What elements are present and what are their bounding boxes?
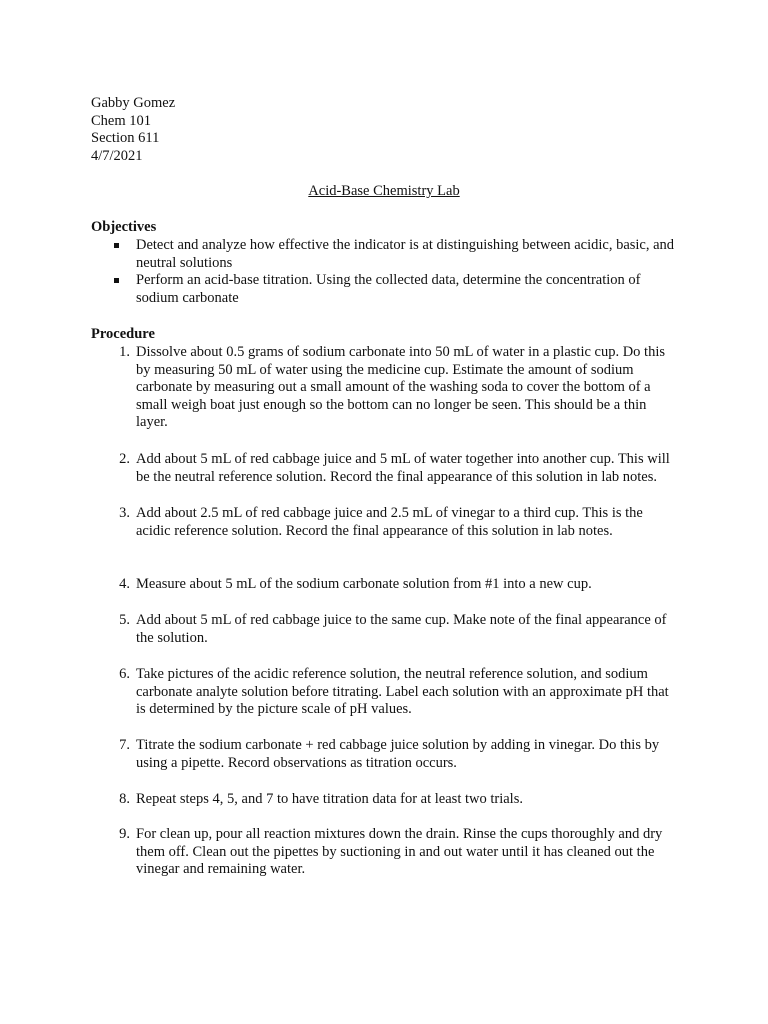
step-text: Repeat steps 4, 5, and 7 to have titration data for at least two trials.	[136, 791, 523, 807]
step-text: Measure about 5 mL of the sodium carbonate solution from #1 into a new cup.	[136, 576, 592, 592]
procedure-step	[119, 344, 676, 432]
step-number: 5.	[119, 612, 130, 628]
document-date: 4/7/2021	[91, 147, 143, 164]
step-number: 6.	[119, 666, 130, 682]
procedure-heading: Procedure	[91, 326, 155, 342]
objective-item	[136, 272, 676, 307]
procedure-step	[119, 791, 676, 809]
course-section: Section 611	[91, 130, 160, 147]
step-number: 8.	[119, 791, 130, 807]
objective-item	[136, 237, 676, 272]
step-number: 3.	[119, 505, 130, 521]
procedure-step	[119, 612, 676, 647]
step-text: Dissolve about 0.5 grams of sodium carbonate into 50 mL of water in a plastic cup. Do this by measuring 50 mL of water using the medicine cup. Estimate the amount of sodium carbonate by measuring out a small amount of the washing soda to cover the bottom of a small weigh boat just enough so the bottom can no longer be seen. This should be a thin layer.	[136, 344, 666, 431]
step-number: 7.	[119, 737, 130, 753]
document-title: Acid-Base Chemistry Lab	[308, 183, 460, 199]
bullet-square-icon	[114, 278, 119, 283]
step-number: 1.	[119, 344, 130, 360]
procedure-step	[119, 576, 676, 594]
student-name: Gabby Gomez	[91, 95, 176, 111]
step-text: Titrate the sodium carbonate + red cabbage juice solution by adding in vinegar. Do this by using a pipette. Record observations as titration occurs.	[136, 737, 660, 771]
step-number: 9.	[119, 826, 130, 842]
step-text: Add about 5 mL of red cabbage juice to the same cup. Make note of the final appearance of the solution.	[136, 612, 667, 646]
step-text: Take pictures of the acidic reference solution, the neutral reference solution, and sodium carbonate analyte solution before titrating. Label each solution with an approximate pH that is determined by the picture scale of pH values.	[136, 666, 669, 718]
step-text: Add about 5 mL of red cabbage juice and 5 mL of water together into another cup. This will be the neutral reference solution. Record the final appearance of this solution in lab notes.	[136, 451, 670, 485]
bullet-square-icon	[114, 243, 119, 248]
procedure-step	[119, 505, 676, 540]
step-number: 2.	[119, 451, 130, 467]
step-number: 4.	[119, 576, 130, 592]
procedure-step	[119, 451, 676, 486]
step-text: For clean up, pour all reaction mixtures down the drain. Rinse the cups thoroughly and dry them off. Clean out the pipettes by suctioning in and out water until it has cleaned out the vinegar and remaining water.	[136, 826, 663, 878]
step-text: Add about 2.5 mL of red cabbage juice and 2.5 mL of vinegar to a third cup. This is the acidic reference solution. Record the final appearance of this solution in lab notes.	[136, 505, 643, 539]
student-info-header	[91, 95, 175, 165]
course-name: Chem 101	[91, 112, 152, 129]
procedure-step	[119, 826, 676, 879]
procedure-step	[119, 666, 676, 719]
objective-text: Perform an acid-base titration. Using the collected data, determine the concentration of sodium carbonate	[136, 272, 641, 306]
procedure-step	[119, 737, 676, 772]
objective-text: Detect and analyze how effective the indicator is at distinguishing between acidic, basic, and neutral solutions	[136, 237, 675, 271]
objectives-heading: Objectives	[91, 219, 157, 235]
